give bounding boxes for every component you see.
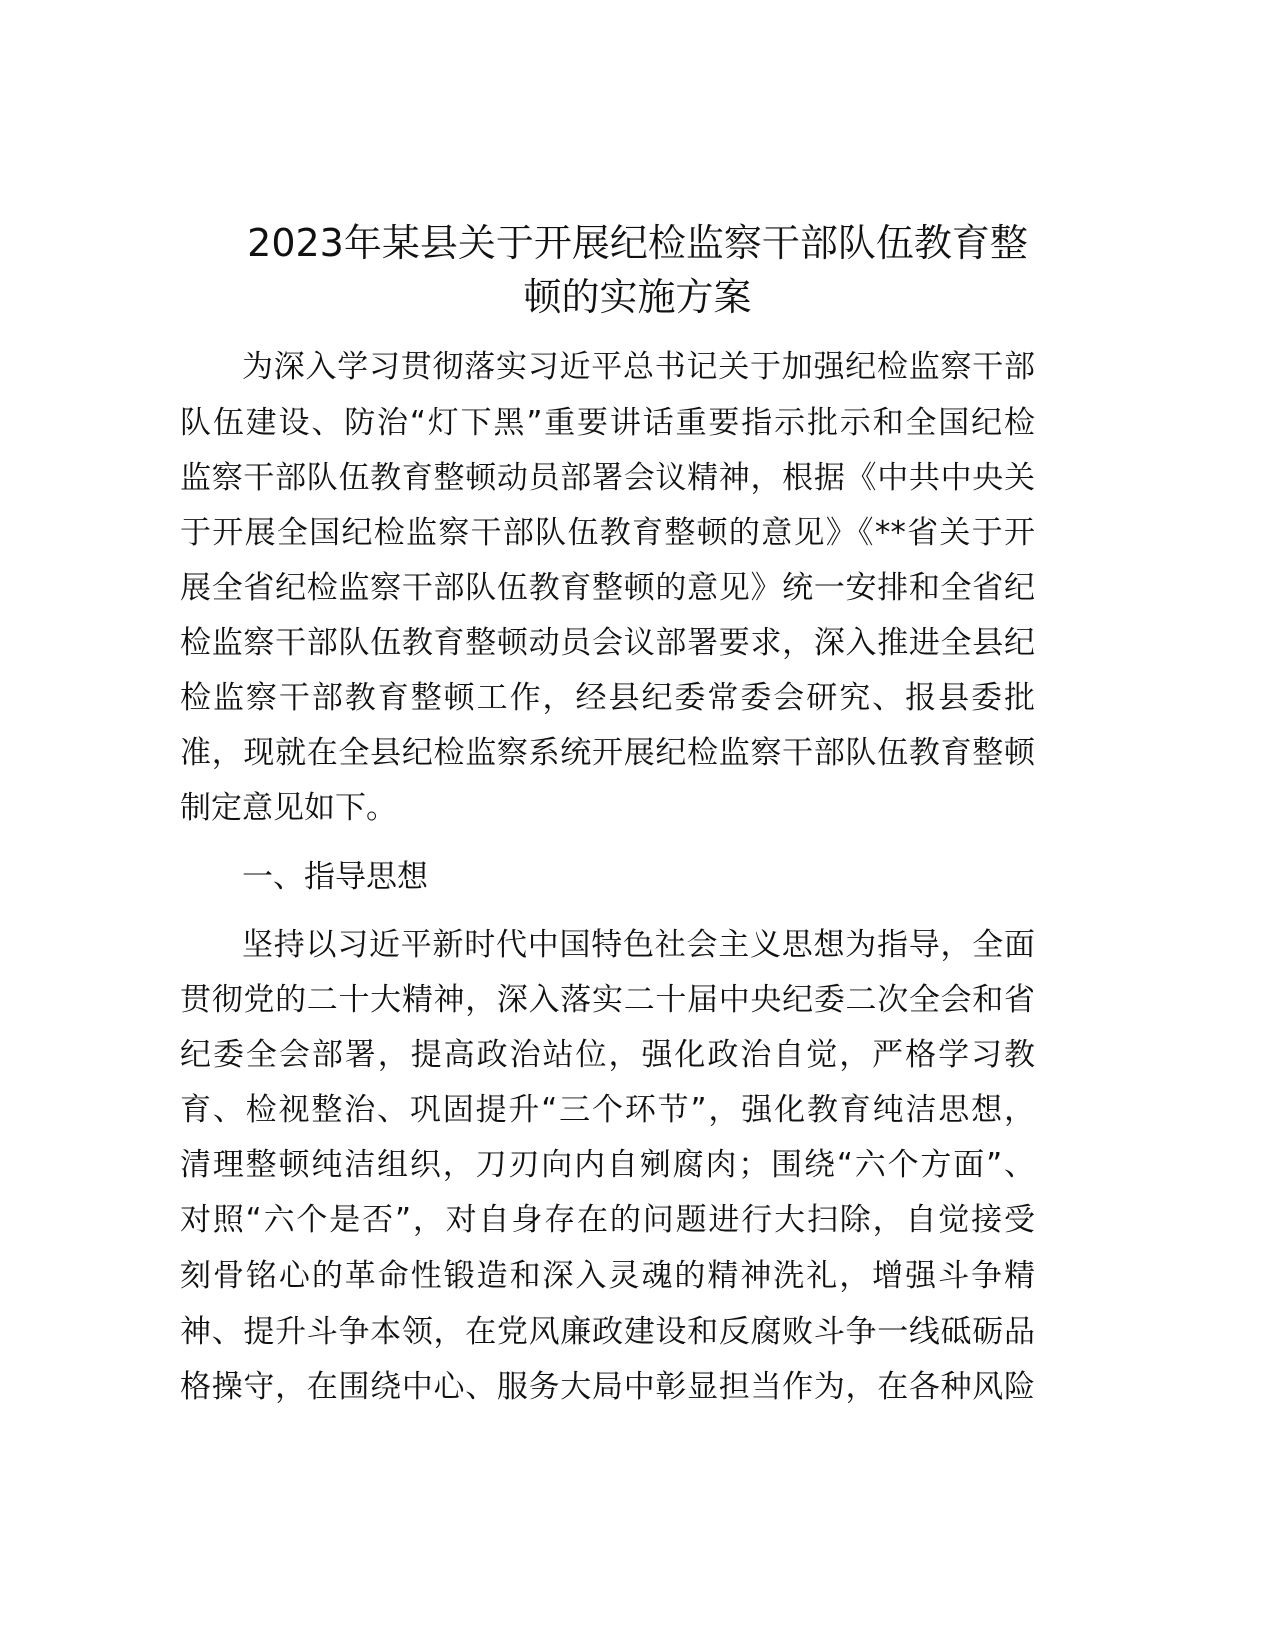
paragraph-line: 展全省纪检监察干部队伍教育整顿的意见》统一安排和全省纪 [180, 570, 1035, 606]
paragraph-line: 制定意见如下。 [180, 790, 397, 826]
paragraph-line: 为深入学习贯彻落实习近平总书记关于加强纪检监察干部 [242, 349, 1035, 385]
paragraph-line: 纪委全会部署，提高政治站位，强化政治自觉，严格学习教 [180, 1037, 1035, 1073]
paragraph-line: 格操守，在围绕中心、服务大局中彰显担当作为，在各种风险 [180, 1369, 1035, 1405]
paragraph-line: 育、检视整治、巩固提升“三个环节”，强化教育纯洁思想， [180, 1092, 1035, 1128]
paragraph-line: 清理整顿纯洁组织，刀刃向内自剜腐肉；围绕“六个方面”、 [180, 1147, 1035, 1183]
paragraph-line: 坚持以习近平新时代中国特色社会主义思想为指导，全面 [242, 927, 1035, 963]
paragraph-line: 于开展全国纪检监察干部队伍教育整顿的意见》《**省关于开 [180, 515, 1035, 551]
paragraph-line: 刻骨铭心的革命性锻造和深入灵魂的精神洗礼，增强斗争精 [180, 1258, 1035, 1294]
paragraph-line: 监察干部队伍教育整顿动员部署会议精神，根据《中共中央关 [180, 460, 1035, 496]
paragraph-line: 准，现就在全县纪检监察系统开展纪检监察干部队伍教育整顿 [180, 735, 1035, 771]
paragraph-line: 检监察干部队伍教育整顿动员会议部署要求，深入推进全县纪 [180, 625, 1035, 661]
paragraph-line: 神、提升斗争本领，在党风廉政建设和反腐败斗争一线砥砺品 [180, 1314, 1035, 1350]
paragraph-line: 对照“六个是否”，对自身存在的问题进行大扫除，自觉接受 [180, 1202, 1035, 1238]
paragraph-line: 队伍建设、防治“灯下黑”重要讲话重要指示批示和全国纪检 [180, 405, 1035, 441]
document-title-line-1: 2023年某县关于开展纪检监察干部队伍教育整 [247, 221, 1028, 265]
paragraph-line: 检监察干部教育整顿工作，经县纪委常委会研究、报县委批 [180, 680, 1035, 716]
paragraph-line: 贯彻党的二十大精神，深入落实二十届中央纪委二次全会和省 [180, 982, 1035, 1018]
document-title-line-2: 顿的实施方案 [523, 275, 752, 319]
section-heading: 一、指导思想 [242, 859, 428, 895]
